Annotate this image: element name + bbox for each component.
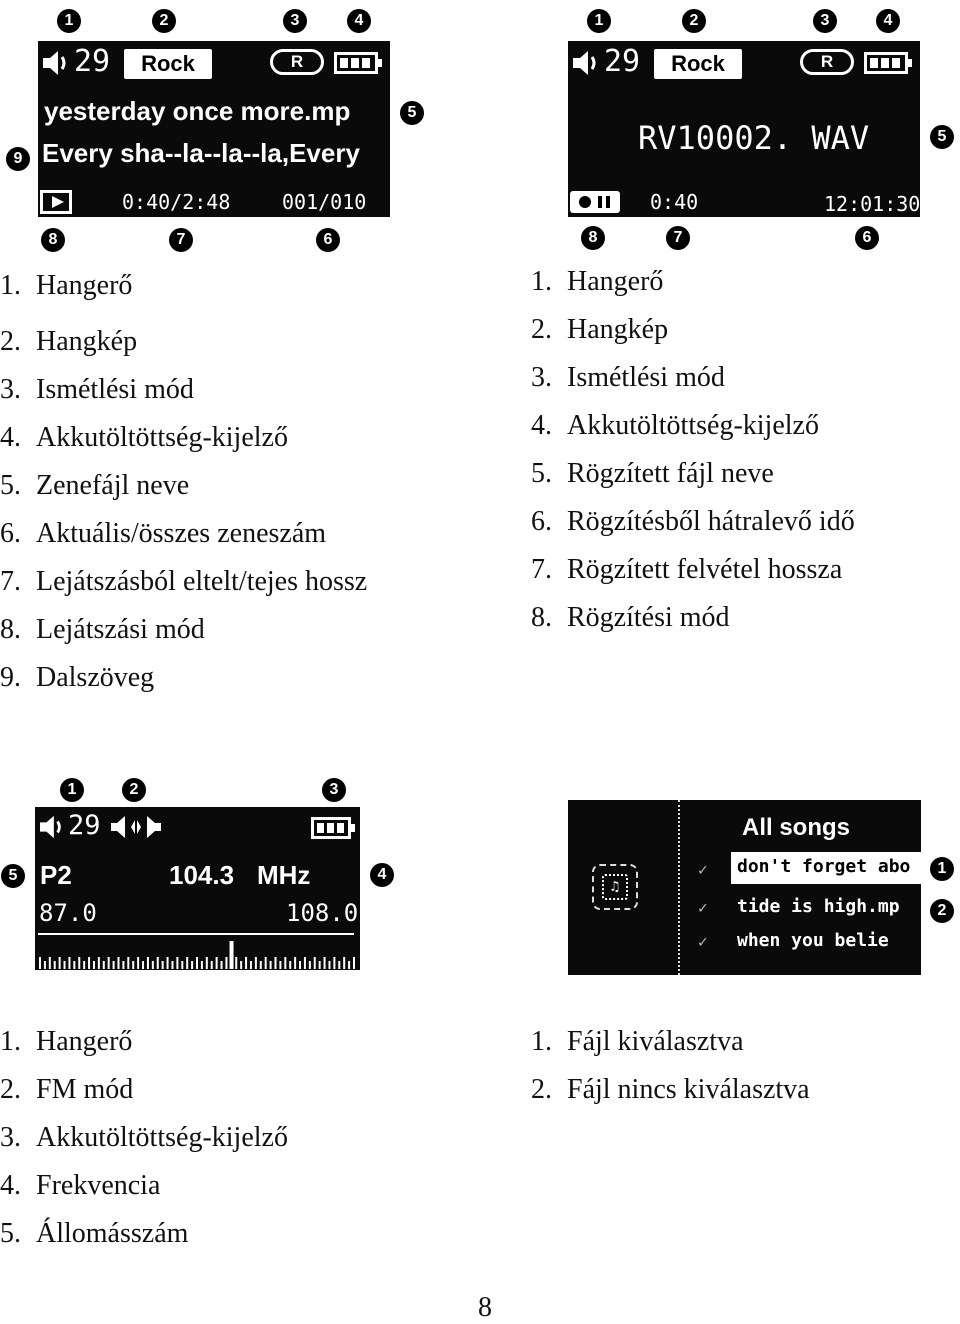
speaker-icon bbox=[571, 50, 601, 76]
tuner-tick bbox=[147, 957, 149, 969]
tuner-tick bbox=[137, 957, 139, 969]
tuner-scale bbox=[38, 935, 358, 969]
tuner-tick bbox=[211, 961, 213, 969]
tuner-marker bbox=[230, 941, 234, 969]
tuner-tick bbox=[39, 957, 41, 969]
music-folder-icon: ♫ bbox=[592, 864, 638, 910]
volume-level: 29 bbox=[74, 44, 111, 79]
legend-item: 2. Fájl nincs kiválasztva bbox=[531, 1074, 810, 1105]
legend-item: 5. Állomásszám bbox=[0, 1218, 189, 1249]
record-mode-icon bbox=[570, 191, 620, 213]
legend-item: 1. Hangerő bbox=[0, 270, 133, 301]
tuner-tick bbox=[348, 961, 350, 969]
tuner-tick bbox=[88, 957, 90, 969]
tuner-tick bbox=[127, 957, 129, 969]
callout-1: 1 bbox=[930, 857, 954, 881]
file-list-legend bbox=[531, 1026, 810, 1122]
legend-item: 1. Fájl kiválasztva bbox=[531, 1026, 744, 1057]
tuner-tick bbox=[235, 957, 237, 969]
callout-2: 2 bbox=[152, 9, 176, 33]
tuner-tick bbox=[54, 961, 56, 969]
tuner-tick bbox=[186, 957, 188, 969]
tuner-tick bbox=[103, 961, 105, 969]
tuner-tick bbox=[142, 961, 144, 969]
elapsed-total-time: 0:40/2:48 bbox=[122, 190, 231, 214]
check-icon: ✓ bbox=[698, 898, 708, 917]
legend-item: 6. Aktuális/összes zeneszám bbox=[0, 518, 327, 549]
tuner-tick bbox=[250, 961, 252, 969]
tuner-tick bbox=[265, 957, 267, 969]
list-item-label: don't forget abo bbox=[737, 856, 911, 877]
preset-number: P2 bbox=[40, 860, 72, 890]
tuner-tick bbox=[275, 957, 277, 969]
tuner-tick bbox=[343, 957, 345, 969]
tuner-tick bbox=[324, 957, 326, 969]
legend-item: 1. Hangerő bbox=[0, 1026, 133, 1057]
callout-2: 2 bbox=[930, 899, 954, 923]
legend-item: 9. Dalszöveg bbox=[0, 662, 155, 693]
recording-time: 0:40 bbox=[650, 190, 699, 214]
tuner-tick bbox=[122, 961, 124, 969]
legend-item: 7. Rögzített felvétel hossza bbox=[531, 554, 843, 585]
tuner-tick bbox=[176, 957, 178, 969]
fm-radio-screen bbox=[35, 807, 360, 970]
tuner-tick bbox=[118, 957, 120, 969]
callout-8: 8 bbox=[581, 226, 605, 250]
tuner-tick bbox=[44, 961, 46, 969]
tuner-tick bbox=[162, 961, 164, 969]
legend-item: 5. Rögzített fájl neve bbox=[531, 458, 774, 489]
callout-5: 5 bbox=[1, 864, 25, 888]
divider bbox=[678, 800, 680, 975]
tuner-tick bbox=[206, 957, 208, 969]
callout-5: 5 bbox=[400, 101, 424, 125]
tuner-tick bbox=[83, 961, 85, 969]
callout-1: 1 bbox=[60, 778, 84, 802]
tuner-tick bbox=[98, 957, 100, 969]
tuner-tick bbox=[196, 957, 198, 969]
tuner-tick bbox=[68, 957, 70, 969]
tuner-tick bbox=[167, 957, 169, 969]
music-player-screen bbox=[38, 41, 390, 217]
tuner-tick bbox=[152, 961, 154, 969]
legend-item: 3. Akkutöltöttség-kijelző bbox=[0, 1122, 288, 1153]
list-header: All songs bbox=[742, 814, 851, 841]
tuner-tick bbox=[201, 961, 203, 969]
tuner-tick bbox=[314, 957, 316, 969]
tuner-tick bbox=[240, 961, 242, 969]
tuner-tick bbox=[309, 961, 311, 969]
track-counter: 001/010 bbox=[282, 190, 367, 214]
legend-item: 1. Hangerő bbox=[531, 266, 664, 297]
frequency-value: 104.3 bbox=[169, 860, 235, 890]
list-item-selected[interactable] bbox=[731, 852, 921, 884]
callout-1: 1 bbox=[57, 9, 81, 33]
band-min: 87.0 bbox=[39, 899, 97, 927]
repeat-mode-label: R bbox=[290, 52, 304, 71]
tuner-tick bbox=[93, 961, 95, 969]
lyrics-line: Every sha--la--la--la,Every bbox=[42, 138, 360, 168]
song-filename: yesterday once more.mp bbox=[44, 96, 351, 126]
legend-item: 5. Zenefájl neve bbox=[0, 470, 190, 501]
repeat-mode-icon bbox=[270, 49, 324, 75]
callout-6: 6 bbox=[855, 226, 879, 250]
legend-item: 8. Lejátszási mód bbox=[0, 614, 205, 645]
recorder-legend bbox=[531, 266, 855, 650]
tuner-tick bbox=[328, 961, 330, 969]
tuner-tick bbox=[108, 957, 110, 969]
frequency-unit: MHz bbox=[257, 860, 311, 890]
legend-item: 2. Hangkép bbox=[0, 326, 138, 357]
legend-item: 8. Rögzítési mód bbox=[531, 602, 730, 633]
legend-item: 3. Ismétlési mód bbox=[531, 362, 725, 393]
repeat-mode-icon bbox=[800, 49, 854, 75]
legend-item: 4. Frekvencia bbox=[0, 1170, 161, 1201]
callout-7: 7 bbox=[666, 226, 690, 250]
tuner-tick bbox=[171, 961, 173, 969]
battery-icon bbox=[311, 817, 351, 839]
tuner-tick bbox=[353, 957, 355, 969]
callout-3: 3 bbox=[322, 778, 346, 802]
tuner-tick bbox=[59, 957, 61, 969]
callout-4: 4 bbox=[347, 9, 371, 33]
callout-8: 8 bbox=[41, 228, 65, 252]
band-max: 108.0 bbox=[286, 899, 359, 927]
play-mode-icon bbox=[40, 190, 72, 214]
tuner-tick bbox=[191, 961, 193, 969]
check-icon: ✓ bbox=[698, 932, 708, 951]
repeat-mode-label: R bbox=[820, 52, 834, 71]
tuner-tick bbox=[78, 957, 80, 969]
callout-5: 5 bbox=[930, 125, 954, 149]
fm-radio-legend bbox=[0, 1026, 288, 1266]
legend-item: 3. Ismétlési mód bbox=[0, 374, 194, 405]
volume-level: 29 bbox=[604, 44, 641, 79]
check-icon: ✓ bbox=[698, 860, 708, 879]
tuner-tick bbox=[216, 957, 218, 969]
tuner-tick bbox=[73, 961, 75, 969]
tuner-tick bbox=[181, 961, 183, 969]
music-player-legend bbox=[0, 270, 367, 710]
callout-3: 3 bbox=[283, 9, 307, 33]
callout-6: 6 bbox=[316, 228, 340, 252]
tuner-tick bbox=[255, 957, 257, 969]
tuner-tick bbox=[270, 961, 272, 969]
remaining-time: 12:01:30 bbox=[824, 192, 920, 216]
tuner-tick bbox=[299, 961, 301, 969]
tuner-tick bbox=[284, 957, 286, 969]
stereo-icon bbox=[109, 814, 163, 840]
tuner-tick bbox=[225, 957, 227, 969]
tuner-tick bbox=[333, 957, 335, 969]
list-item-label: tide is high.mp bbox=[737, 896, 900, 917]
eq-label: Rock bbox=[654, 49, 742, 79]
tuner-tick bbox=[157, 957, 159, 969]
battery-icon bbox=[334, 52, 378, 74]
tuner-tick bbox=[64, 961, 66, 969]
tuner-tick bbox=[304, 957, 306, 969]
callout-9: 9 bbox=[6, 147, 30, 171]
tuner-tick bbox=[260, 961, 262, 969]
callout-7: 7 bbox=[169, 228, 193, 252]
recorder-screen bbox=[568, 41, 920, 217]
file-list-screen bbox=[568, 800, 921, 975]
legend-item: 4. Akkutöltöttség-kijelző bbox=[0, 422, 288, 453]
legend-item: 2. Hangkép bbox=[531, 314, 669, 345]
callout-3: 3 bbox=[813, 9, 837, 33]
callout-4: 4 bbox=[370, 863, 394, 887]
volume-level: 29 bbox=[68, 810, 101, 841]
list-item[interactable] bbox=[731, 928, 921, 958]
tuner-tick bbox=[338, 961, 340, 969]
battery-icon bbox=[864, 52, 908, 74]
callout-2: 2 bbox=[122, 778, 146, 802]
recording-filename: RV10002. WAV bbox=[638, 119, 870, 157]
legend-item: 2. FM mód bbox=[0, 1074, 134, 1105]
eq-label: Rock bbox=[124, 49, 212, 79]
tuner-tick bbox=[279, 961, 281, 969]
tuner-tick bbox=[319, 961, 321, 969]
callout-2: 2 bbox=[682, 9, 706, 33]
callout-4: 4 bbox=[876, 9, 900, 33]
page-number: 8 bbox=[478, 1292, 492, 1323]
tuner-tick bbox=[113, 961, 115, 969]
legend-item: 4. Akkutöltöttség-kijelző bbox=[531, 410, 819, 441]
legend-item: 7. Lejátszásból eltelt/tejes hossz bbox=[0, 566, 368, 597]
tuner-tick bbox=[245, 957, 247, 969]
speaker-icon bbox=[38, 815, 66, 839]
list-item[interactable] bbox=[731, 894, 921, 924]
tuner-tick bbox=[132, 961, 134, 969]
tuner-tick bbox=[49, 957, 51, 969]
tuner-tick bbox=[294, 957, 296, 969]
callout-1: 1 bbox=[587, 9, 611, 33]
tuner-tick bbox=[221, 961, 223, 969]
tuner-tick bbox=[289, 961, 291, 969]
speaker-icon bbox=[41, 50, 71, 76]
list-item-label: when you belie bbox=[737, 930, 889, 951]
legend-item: 6. Rögzítésből hátralevő idő bbox=[531, 506, 855, 537]
